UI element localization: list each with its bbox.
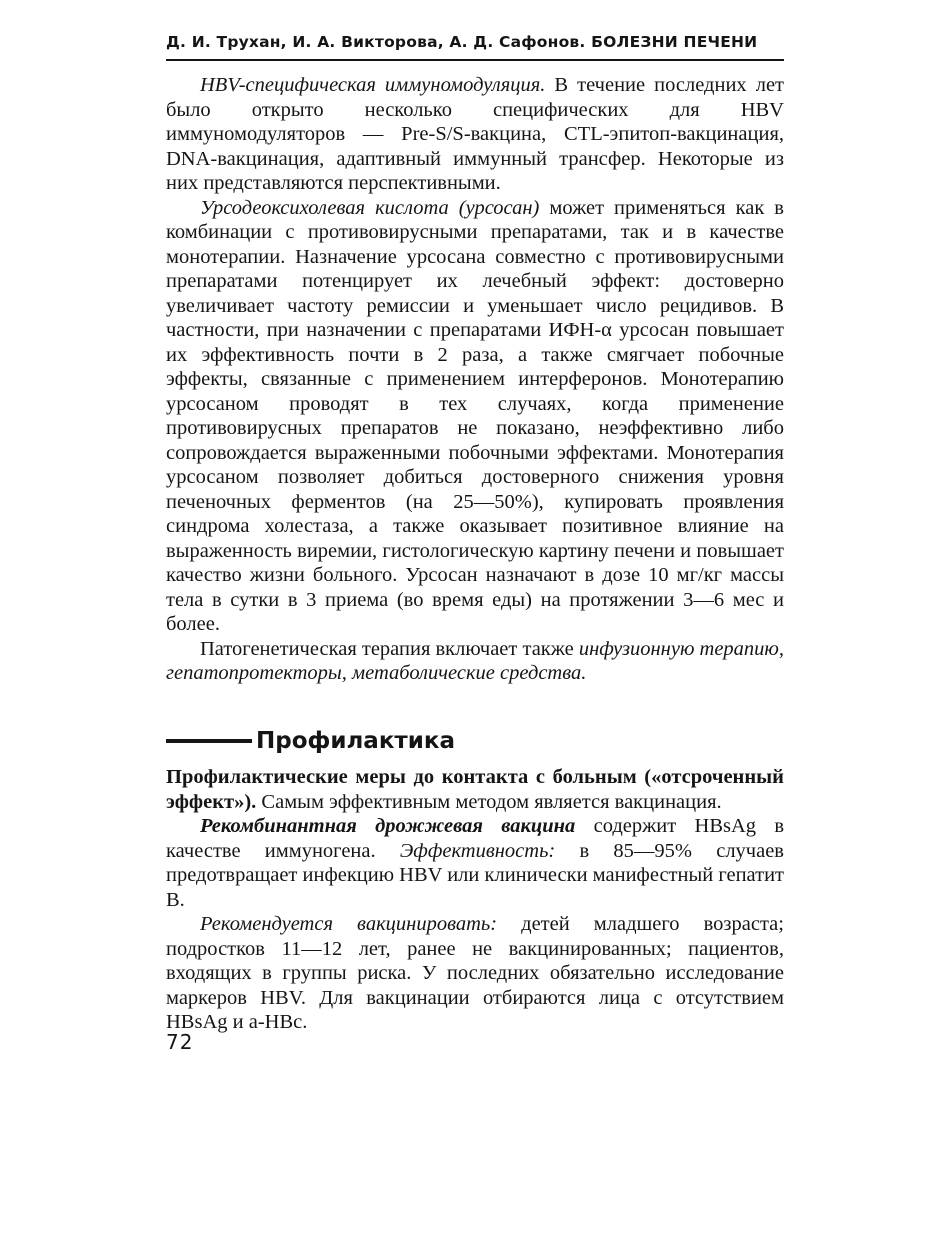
term-infusion-therapy: инфузионную терапию, гепатопротекторы, метаболические средства.: [166, 637, 785, 684]
term-efficacy: Эффективность:: [399, 839, 556, 862]
lead-bold-text: Профилактические меры до контакта с больным («отсроченный эффект»).: [166, 766, 784, 813]
paragraph-text: детей младшего возраста; подростков 11—12 лет, ранее не вакцинированных; пациентов, входящих в группы риска. У последних обязательно исследование маркеров HBV. Для вакцинации отбираются лица с отсутствием HBsAg и a-HBc.: [166, 913, 784, 1033]
running-header: Д. И. Трухан, И. А. Викторова, А. Д. Сафонов. БОЛЕЗНИ ПЕЧЕНИ: [166, 33, 758, 51]
paragraph-text: может применяться как в комбинации с противовирусными препаратами, так и в качестве монотерапии. Назначение урсосана совместно с противовирусными препаратами потенцирует их лечебный эффект: достоверно увеличивает частоту ремиссии и уменьшает число рецидивов. В частности, при назначении с препаратами ИФН-α урсосан повышает их эффективность почти в 2 раза, а также смягчает побочные эффекты, связанные с применением интерферонов. Монотерапию урсосаном проводят в тех случаях, когда применение противовирусных препаратов не показано, неэффективно либо сопровождается выраженными побочными эффектами. Монотерапия урсосаном позволяет добиться достоверного снижения уровня печеночных ферментов (на 25—50%), купировать проявления синдрома холестаза, а также оказывает позитивное влияние на выраженность виремии, гистологическую картину печени и повышает качество жизни больного. Урсосан назначают в дозе 10 мг/кг массы тела в сутки в 3 приема (во время еды) на протяжении 3—6 мес и более.: [166, 196, 784, 635]
paragraph-pathogenetic-therapy: [166, 637, 784, 686]
paragraph-text: содержит HBsAg в качестве иммуногена.: [166, 815, 784, 862]
section-bar: [166, 739, 252, 743]
page-number: 72: [166, 1030, 194, 1054]
paragraph-recommended-vaccination: [166, 912, 784, 1035]
main-text: [166, 73, 784, 686]
term-recommended: Рекомендуется вакцинировать:: [200, 913, 498, 935]
term-hbv-immunomodulation: HBV-специфическая иммуномодуляция.: [200, 74, 546, 96]
section-title: Профилактика: [256, 728, 456, 754]
paragraph-text: Патогенетическая терапия включает также: [200, 637, 579, 660]
prophylaxis-text: [166, 765, 784, 1035]
paragraph-ursosan: [166, 196, 784, 637]
section-heading: [166, 726, 784, 756]
paragraph-text: в 85—95% случаев предотвращает инфекцию HBV или клинически манифестный гепатит B.: [166, 839, 785, 911]
paragraph-text: Самым эффективным методом является вакцинация.: [256, 790, 722, 813]
paragraph-vaccine: [166, 814, 784, 912]
header-rule: [166, 59, 784, 61]
paragraph-prophylaxis-lead: [166, 765, 784, 814]
paragraph-text: В течение последних лет было открыто несколько специфических для HBV иммуномодуляторов — Pre-S/S-вакцина, CTL-эпитоп-вакцинация, DNA-вакцинация, адаптивный иммунный трансфер. Некоторые из них представляются перспективными.: [166, 74, 784, 194]
paragraph-hbv-immunomodulation: [166, 73, 784, 196]
term-ursosan: Урсодеоксихолевая кислота (урсосан): [200, 196, 540, 219]
term-recombinant-vaccine: Рекомбинантная дрожжевая вакцина: [200, 815, 576, 837]
